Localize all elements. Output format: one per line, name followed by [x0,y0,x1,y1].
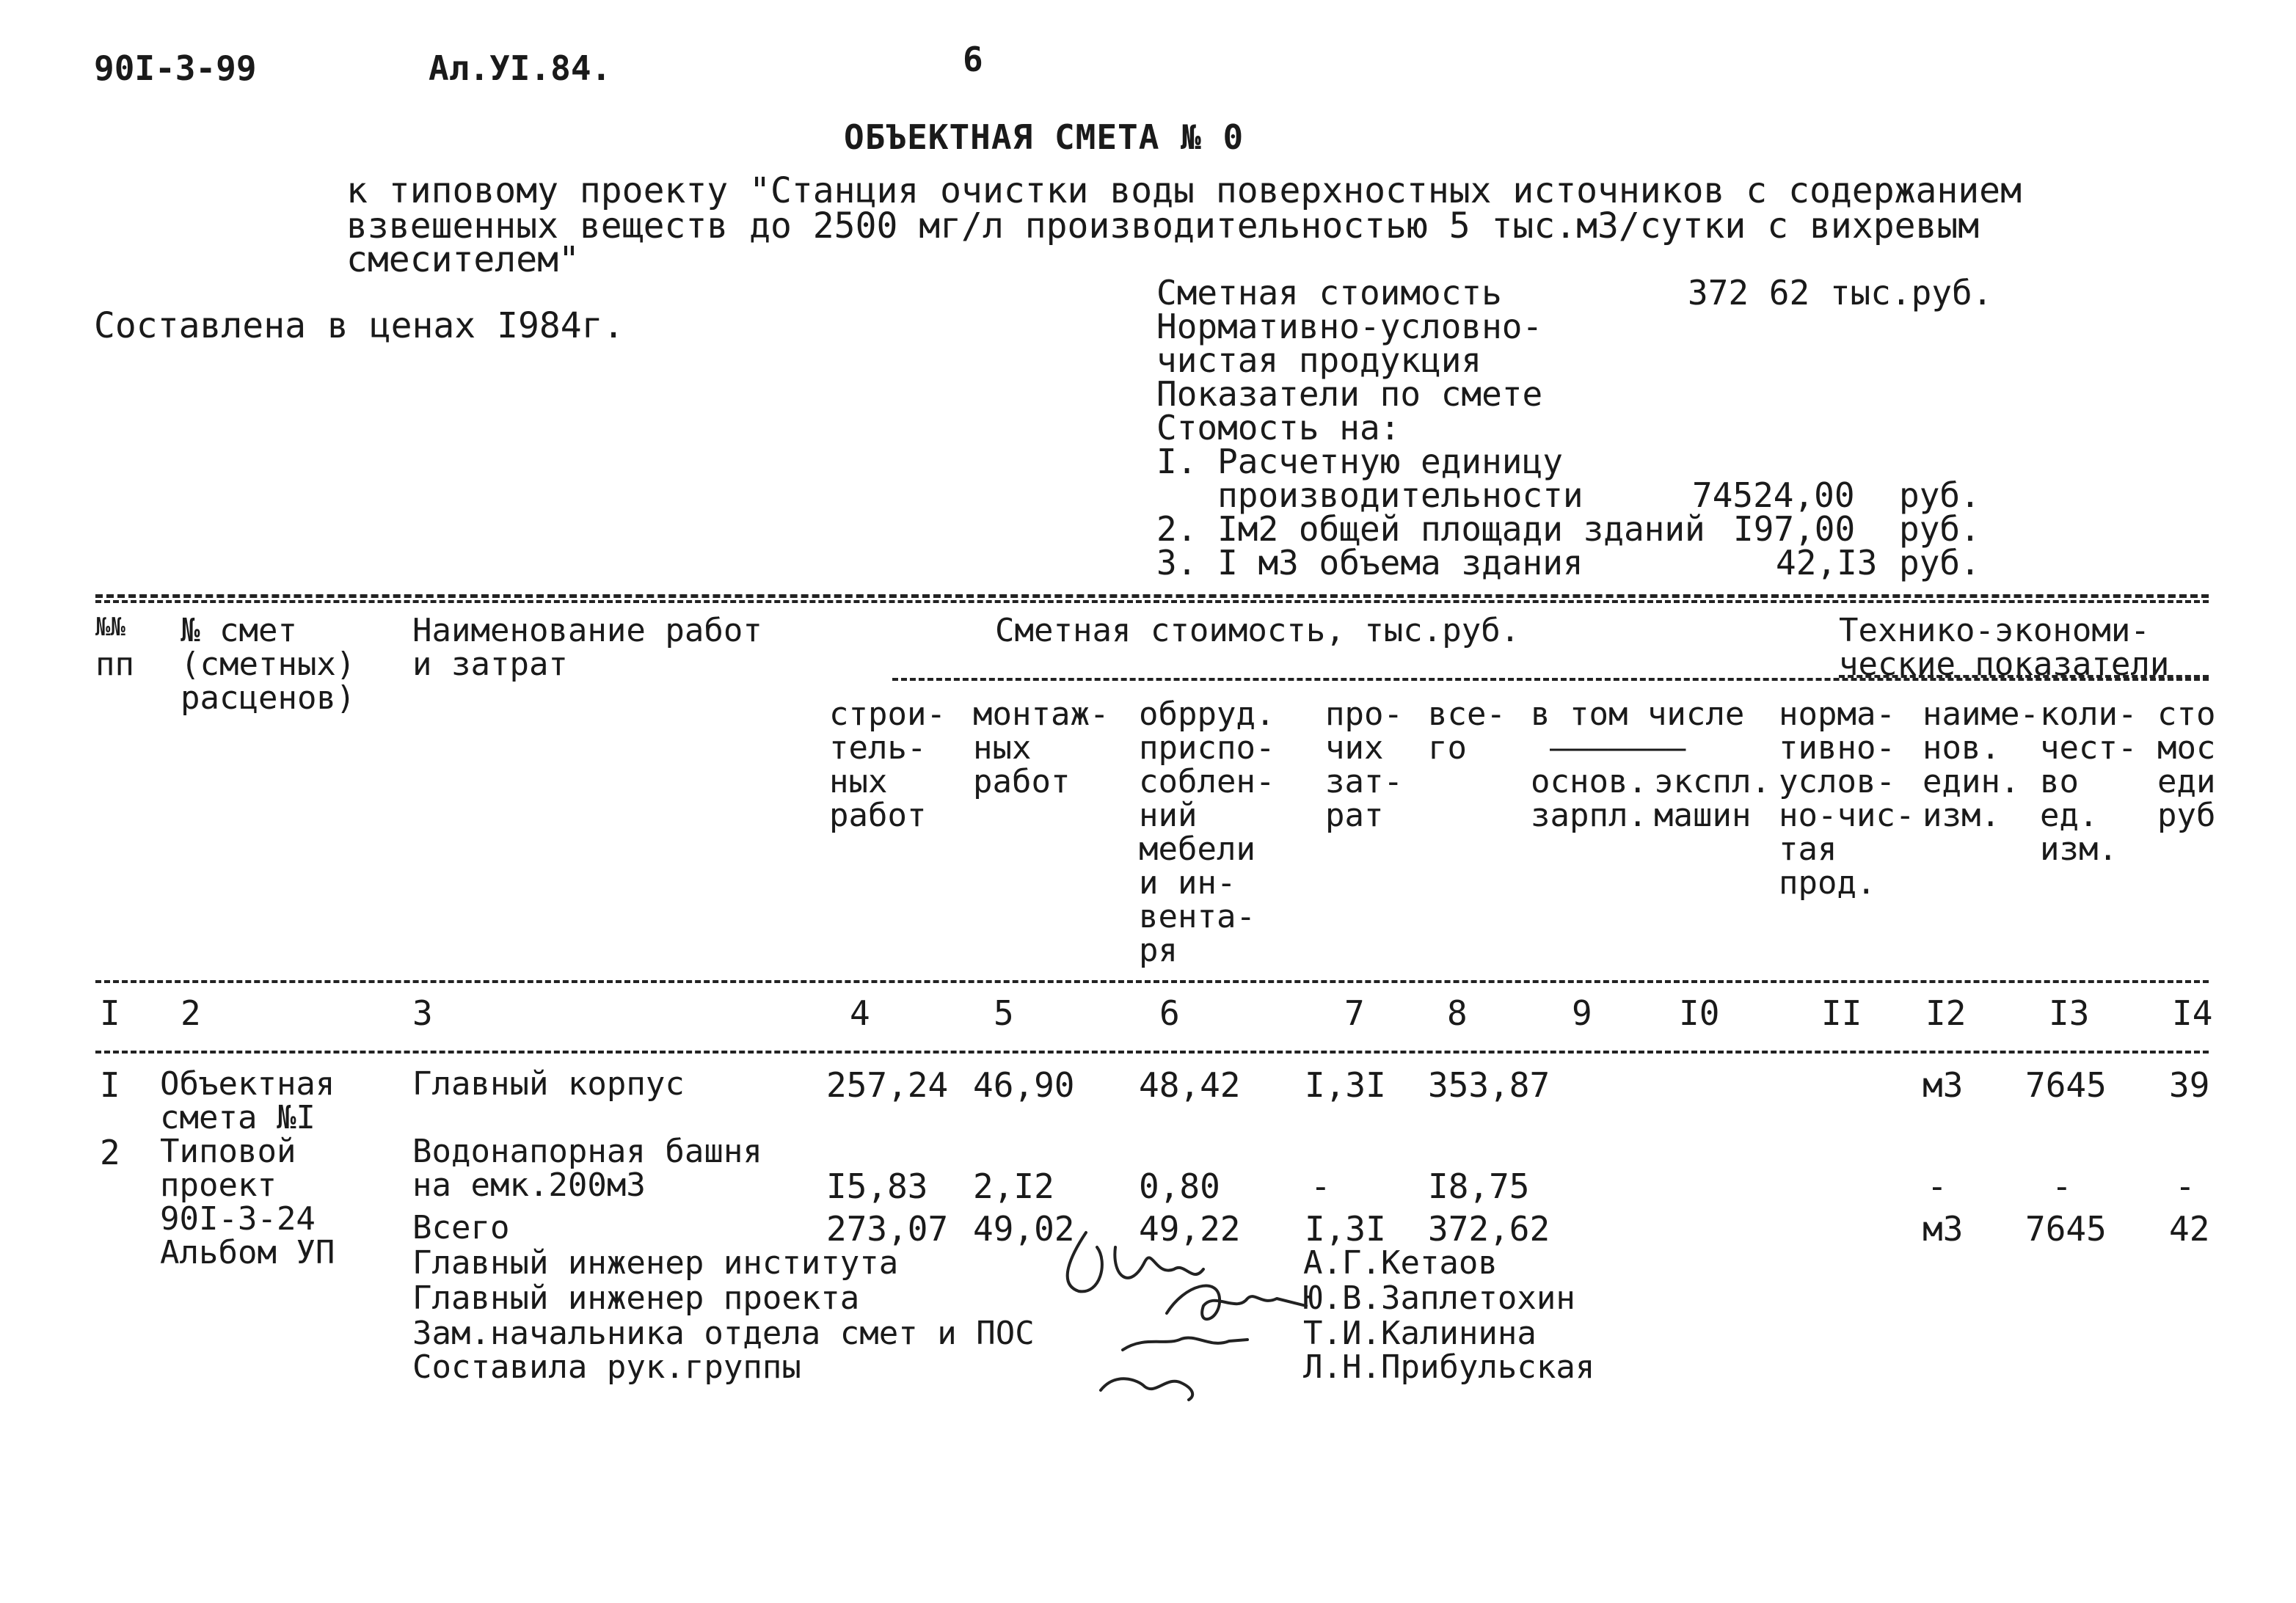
cell-c6: 48,42 [1139,1065,1241,1105]
cell-c8: 353,87 [1428,1065,1550,1105]
summary-line: Нормативно-условно- [1156,307,1543,346]
col-header-c4: строи- [829,695,946,733]
col-number: 5 [994,993,1014,1033]
col-header-c12: нов. [1923,729,2000,767]
col-header-name: Наименование работ [412,612,762,649]
col-number: I4 [2172,993,2213,1033]
col-header-c14: еди [2157,763,2216,800]
signer-name: А.Г.Кетаов [1303,1244,1498,1282]
signer-role: Главный инженер проекта [412,1279,860,1317]
subtitle-line-2: взвешенных веществ до 2500 мг/л производительностью 5 тыс.м3/сутки с вихревым [346,205,1980,247]
col-header-c5: работ [973,763,1071,800]
total-label: Всего [412,1209,510,1246]
col-header-c8: го [1428,729,1467,767]
col-number: 2 [181,993,201,1033]
subtitle-line-1: к типовому проекту "Станция очистки воды поверхностных источников с содержанием [346,170,2022,211]
col-header-num: №№ [95,613,125,642]
col-header-c7: чих [1325,729,1384,767]
cell-c8: I8,75 [1428,1166,1530,1206]
summary-line: Показатели по смете [1156,374,1543,414]
col-number: I2 [1925,993,1967,1033]
subtitle-line-3: смесителем" [346,239,580,280]
unit-rub: руб. [1899,475,1980,515]
col-header-c11: норма- [1779,695,1895,733]
col-header-c13: изм. [2040,830,2118,868]
col-header-c12: един. [1923,763,2020,800]
signer-name: Т.И.Калинина [1303,1315,1537,1352]
col-header-cost-group: Сметная стоимость, тыс.руб. [995,612,1520,649]
signer-role: Зам.начальника отдела смет и ПОС [412,1315,1035,1352]
cell-c6: 0,80 [1139,1166,1220,1206]
cell-c13: 7645 [2025,1065,2107,1105]
col-header-c6: приспо- [1139,729,1275,767]
row-estimate: 90I-3-24 [160,1200,316,1238]
cost-per-m2-value: I97,00 [1733,509,1856,549]
col-number: I [100,993,120,1033]
col-header-estimate: № смет [181,612,297,649]
cell-c13: - [2052,1166,2072,1206]
col-header-num: пп [95,646,134,683]
price-basis: Составлена в ценах I984г. [94,305,624,346]
col-number: 8 [1447,993,1468,1033]
col-header-tech-group: ческие показатели [1839,646,2170,683]
summary-line: производительности [1156,475,1583,515]
col-header-tech-group: Технико-экономи- [1839,612,2150,649]
cell-c7: I,3I [1305,1065,1386,1105]
col-header-c13: ед. [2040,797,2099,834]
row-name: на емк.200м3 [412,1166,646,1204]
col-header-c6: обрруд. [1139,695,1275,733]
total-c12: м3 [1923,1209,1964,1249]
total-c5: 49,02 [973,1209,1075,1249]
estimated-cost-value: 372 62 тыс.руб. [1688,273,1993,313]
cell-c4: I5,83 [826,1166,928,1206]
col-header-c7: рат [1325,797,1384,834]
cell-c5: 46,90 [973,1065,1075,1105]
col-number: I3 [2049,993,2090,1033]
col-header-c6: и ин- [1139,864,1236,902]
col-header-c4: тель- [829,729,927,767]
table-top-rule-2 [95,600,2209,603]
total-c14: 42 [2169,1209,2210,1249]
cell-c4: 257,24 [826,1065,949,1105]
cell-c5: 2,I2 [973,1166,1054,1206]
col-header-c11: тивно- [1779,729,1895,767]
summary-line: 3. I м3 объема здания [1156,543,1583,583]
col-number: 3 [412,993,433,1033]
row-number: 2 [100,1133,120,1172]
total-c4: 273,07 [826,1209,949,1249]
col-header-c11: но-чис- [1779,797,1915,834]
cell-c14: - [2175,1166,2195,1206]
col-header-c11: тая [1779,830,1837,868]
row-name: Водонапорная башня [412,1133,762,1170]
page-number: 6 [963,40,983,79]
total-c13: 7645 [2025,1209,2107,1249]
unit-rub: руб. [1899,509,1980,549]
col-number: I0 [1679,993,1720,1033]
col-number: II [1821,993,1862,1033]
col-header-c13: коли- [2040,695,2138,733]
col-header-c13: чест- [2040,729,2138,767]
col-number: 7 [1344,993,1365,1033]
col-header-c6: ря [1139,932,1178,969]
handwritten-signatures [1027,1203,1321,1409]
col-header-c6: вента- [1139,898,1255,935]
signer-role: Главный инженер института [412,1244,899,1282]
row-estimate: проект [160,1166,277,1204]
col-header-including: в том числе [1531,695,1745,733]
col-header-c11: прод. [1779,864,1876,902]
col-header-c6: ний [1139,797,1198,834]
summary-line: 2. Iм2 общей площади зданий [1156,509,1705,549]
col-header-c5: ных [973,729,1032,767]
cost-per-unit-value: 74524,00 [1692,475,1855,515]
col-header-estimate: (сметных) [181,646,356,683]
cell-c12: м3 [1923,1065,1964,1105]
row-number: I [100,1065,120,1105]
row-estimate: Объектная [160,1065,335,1103]
total-c6: 49,22 [1139,1209,1241,1249]
row-estimate: смета №I [160,1099,316,1136]
col-header-c9: основ. [1531,763,1647,800]
col-header-c14: руб [2157,797,2216,834]
col-header-c10: машин [1654,797,1752,834]
col-header-c6: мебели [1139,830,1255,868]
col-header-c12: наиме- [1923,695,2039,733]
summary-line: I. Расчетную единицу [1156,442,1563,481]
row-estimate: Альбом УП [160,1234,335,1271]
col-header-c8: все- [1428,695,1506,733]
row-name: Главный корпус [412,1065,685,1103]
col-header-c7: зат- [1325,763,1403,800]
col-header-c14: сто [2157,695,2216,733]
cell-c14: 39 [2169,1065,2210,1105]
document-title: ОБЪЕКТНАЯ СМЕТА № 0 [844,117,1244,157]
col-header-estimate: расценов) [181,679,356,717]
col-header-c14: мос [2157,729,2216,767]
col-header-c6: соблен- [1139,763,1275,800]
col-header-c4: работ [829,797,927,834]
col-header-c12: изм. [1923,797,2000,834]
signer-role: Составила рук.группы [412,1348,801,1386]
col-header-c7: про- [1325,695,1403,733]
cell-c7: - [1311,1166,1331,1206]
col-number-rule [95,1051,2209,1054]
col-header-name: и затрат [412,646,568,683]
col-header-c5: монтаж- [973,695,1109,733]
signer-name: Л.Н.Прибульская [1303,1348,1595,1386]
table-top-rule [95,594,2209,598]
summary-line: чистая продукция [1156,340,1482,380]
col-header-c9: зарпл. [1531,797,1647,834]
cost-per-m3-value: 42,I3 [1776,543,1878,583]
col-number: 4 [850,993,870,1033]
signer-name: Ю.В.Заплетохин [1303,1279,1575,1317]
row-estimate: Типовой [160,1133,296,1170]
unit-rub: руб. [1899,543,1980,583]
col-header-c4: ных [829,763,888,800]
total-c8: 372,62 [1428,1209,1550,1249]
cell-c12: - [1927,1166,1947,1206]
col-header-including-dash: ——————— [1550,729,1686,767]
header-bottom-rule [95,980,2209,983]
album-number: Ал.УI.84. [429,48,612,88]
summary-line: Сметная стоимость [1156,273,1502,313]
col-header-c13: во [2040,763,2079,800]
col-header-c11: услов- [1779,763,1895,800]
total-c7: I,3I [1305,1209,1386,1249]
summary-line: Стомость на: [1156,408,1401,448]
col-header-c10: экспл. [1654,763,1771,800]
col-number: 9 [1572,993,1592,1033]
document-code: 90I-3-99 [94,48,257,88]
col-number: 6 [1159,993,1180,1033]
